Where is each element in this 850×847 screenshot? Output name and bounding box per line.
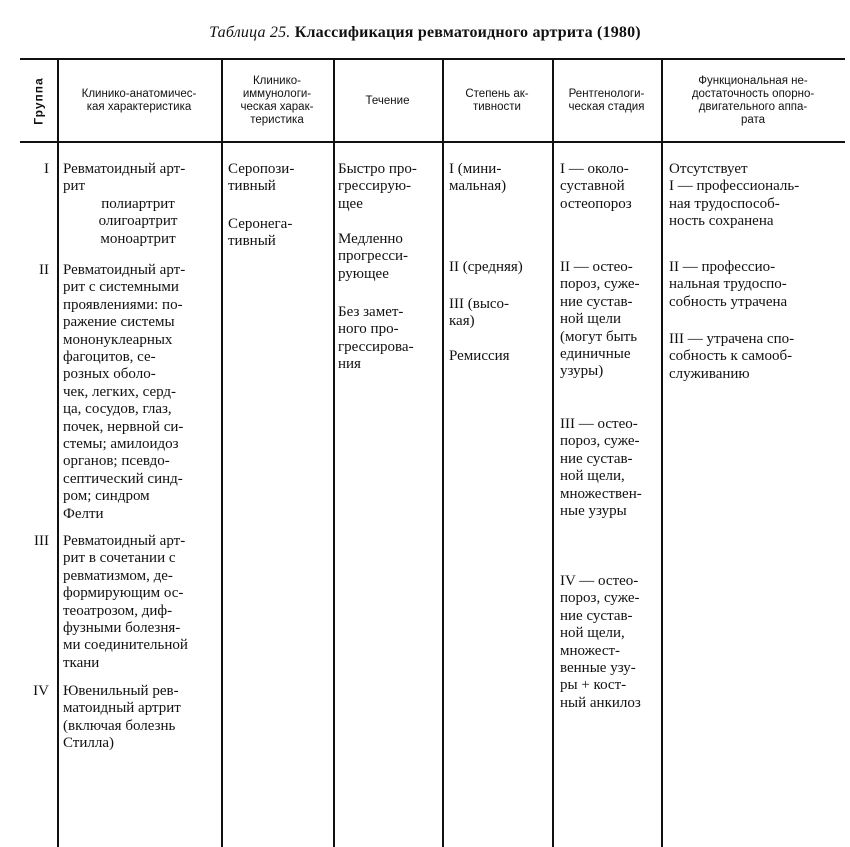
cell-line: рит в сочетании с — [63, 550, 176, 567]
subtype-item: полиартрит — [101, 195, 175, 212]
cell-line: ные узуры — [560, 503, 627, 520]
functional-cell — [669, 259, 787, 311]
header-group — [20, 60, 57, 142]
cell-line: Серонега- — [228, 216, 293, 232]
subtype-item: моноартрит — [100, 230, 176, 247]
cell-line: ми соединительной — [63, 637, 188, 654]
immunological-cell — [228, 216, 292, 251]
cell-line: тивный — [228, 178, 276, 195]
immunological-cell — [228, 161, 294, 196]
activity-cell — [449, 296, 509, 331]
xray-stage-cell — [560, 573, 641, 712]
cell-line: Быстро про- — [338, 161, 417, 177]
cell-line: ние сустав- — [560, 450, 633, 467]
course-cell — [338, 231, 408, 283]
cell-line: тивный — [228, 233, 276, 250]
clinical-anatomical-cell — [63, 683, 181, 753]
cell-line: ры + кост- — [560, 677, 627, 694]
course-cell — [338, 304, 414, 374]
cell-line: ния — [338, 356, 361, 373]
header-clinical-anatomical: Клинико-анатомичес- кая характеристика — [81, 88, 197, 113]
header-functional: Функциональная не- достаточность опорно- двигательного аппа- рата — [691, 75, 815, 126]
cell-line: грессирую- — [338, 178, 412, 195]
cell-line: ной щели, — [560, 468, 625, 485]
column-divider — [221, 60, 223, 847]
header-label: Группа — [31, 77, 46, 125]
group-number: II — [39, 262, 49, 278]
xray-stage-cell — [560, 416, 642, 520]
cell-line: формирующим ос- — [63, 585, 184, 602]
cell-line: щее — [338, 195, 363, 212]
cell-line: ревматизмом, де- — [63, 567, 173, 584]
cell-line: Ревматоидный арт- — [63, 262, 186, 278]
cell-line: ная трудоспособ- — [669, 195, 780, 212]
cell-line: II (средняя) — [449, 259, 523, 275]
cell-line: собность утрачена — [669, 293, 788, 310]
cell-line: Ревматоидный арт- — [63, 161, 186, 177]
clinical-anatomical-cell — [63, 262, 185, 523]
column-divider — [661, 60, 663, 847]
cell-line: проявлениями: по- — [63, 296, 183, 313]
cell-line: I — профессиональ- — [669, 178, 800, 195]
cell-line: суставной — [560, 178, 625, 195]
cell-line: почек, нервной си- — [63, 418, 184, 435]
cell-line: Фелти — [63, 505, 104, 522]
cell-line: (включая болезнь — [63, 717, 176, 734]
cell-line: остеопороз — [560, 195, 632, 212]
cell-line: Медленно — [338, 231, 403, 247]
cell-line: фузными болезня- — [63, 620, 181, 637]
header-xray-stage: Рентгенологи- ческая стадия — [568, 88, 645, 113]
cell-line: чек, легких, серд- — [63, 383, 177, 400]
cell-line: кая) — [449, 313, 475, 330]
cell-line: пороз, суже- — [560, 276, 640, 293]
group-number: I — [44, 161, 49, 177]
cell-line: II — остео- — [560, 259, 633, 275]
table-title — [0, 24, 850, 42]
cell-line: I — около- — [560, 161, 629, 177]
cell-line: стемы; амилоидоз — [63, 436, 179, 453]
cell-line: единичные — [560, 346, 631, 363]
cell-line: множествен- — [560, 485, 642, 502]
column-divider — [333, 60, 335, 847]
table-caption: Классификация ревматоидного артрита (1980) — [294, 24, 641, 41]
cell-line: II — профессио- — [669, 259, 776, 275]
cell-line: ражение системы — [63, 314, 175, 331]
cell-line: Ремиссия — [449, 348, 510, 364]
cell-line: пороз, суже- — [560, 590, 640, 607]
group-number: IV — [33, 683, 49, 699]
cell-line: прогресси- — [338, 248, 409, 265]
cell-line: грессирова- — [338, 338, 414, 355]
cell-line: I (мини- — [449, 161, 502, 177]
cell-line: Серопози- — [228, 161, 295, 177]
header-immunological: Клинико- иммунологи- ческая харак- теристика — [240, 75, 314, 126]
cell-line: III — утрачена спо- — [669, 331, 795, 347]
cell-line: Без замет- — [338, 304, 404, 320]
cell-line: нальная трудоспо- — [669, 276, 787, 293]
column-divider — [57, 60, 59, 847]
course-cell — [338, 161, 417, 213]
cell-line: собность к самооб- — [669, 348, 793, 365]
cell-line: ром; синдром — [63, 488, 150, 505]
cell-line: пороз, суже- — [560, 433, 640, 450]
column-divider — [552, 60, 554, 847]
table-number: Таблица 25. — [209, 24, 291, 41]
cell-line: III (высо- — [449, 296, 510, 312]
header-activity: Степень ак- тивности — [465, 88, 529, 113]
activity-cell — [449, 259, 523, 276]
header-course: Течение — [365, 94, 410, 107]
cell-line: органов; псевдо- — [63, 453, 170, 470]
cell-line: матоидный артрит — [63, 700, 181, 717]
cell-line: ность сохранена — [669, 213, 774, 230]
activity-cell — [449, 348, 510, 365]
cell-line: ца, сосудов, глаз, — [63, 401, 172, 418]
cell-line: ный анкилоз — [560, 694, 641, 711]
cell-line: ние сустав- — [560, 607, 633, 624]
cell-line: септический синд- — [63, 470, 183, 487]
cell-line: Ювенильный рев- — [63, 683, 179, 699]
cell-line: ной щели — [560, 311, 622, 328]
cell-line: мальная) — [449, 178, 507, 195]
cell-line: множест- — [560, 642, 621, 659]
clinical-anatomical-cell — [63, 161, 213, 248]
cell-line: Стилла) — [63, 735, 115, 752]
clinical-anatomical-cell — [63, 533, 188, 672]
cell-line: рит с системными — [63, 279, 179, 296]
cell-line: ной щели, — [560, 625, 625, 642]
cell-line: венные узу- — [560, 660, 636, 677]
cell-line: розных оболо- — [63, 366, 156, 383]
functional-cell — [669, 161, 799, 231]
functional-cell — [669, 331, 794, 383]
cell-line: IV — остео- — [560, 573, 639, 589]
cell-line: рующее — [338, 265, 389, 282]
cell-line: теоатрозом, диф- — [63, 602, 173, 619]
column-divider — [442, 60, 444, 847]
cell-line: служиванию — [669, 365, 750, 382]
cell-line: мононуклеарных — [63, 331, 173, 348]
group-number: III — [34, 533, 49, 549]
cell-line: ткани — [63, 654, 100, 671]
cell-line: Отсутствует — [669, 161, 748, 177]
cell-line: рит — [63, 178, 86, 195]
cell-line: III — остео- — [560, 416, 638, 432]
xray-stage-cell — [560, 161, 632, 213]
activity-cell — [449, 161, 506, 196]
xray-stage-cell — [560, 259, 640, 381]
cell-line: (могут быть — [560, 328, 638, 345]
cell-line: ние сустав- — [560, 293, 633, 310]
cell-line: ного про- — [338, 321, 399, 338]
cell-line: фагоцитов, се- — [63, 349, 156, 366]
cell-line: узуры) — [560, 363, 604, 380]
cell-line: Ревматоидный арт- — [63, 533, 186, 549]
subtype-item: олигоартрит — [98, 213, 178, 230]
